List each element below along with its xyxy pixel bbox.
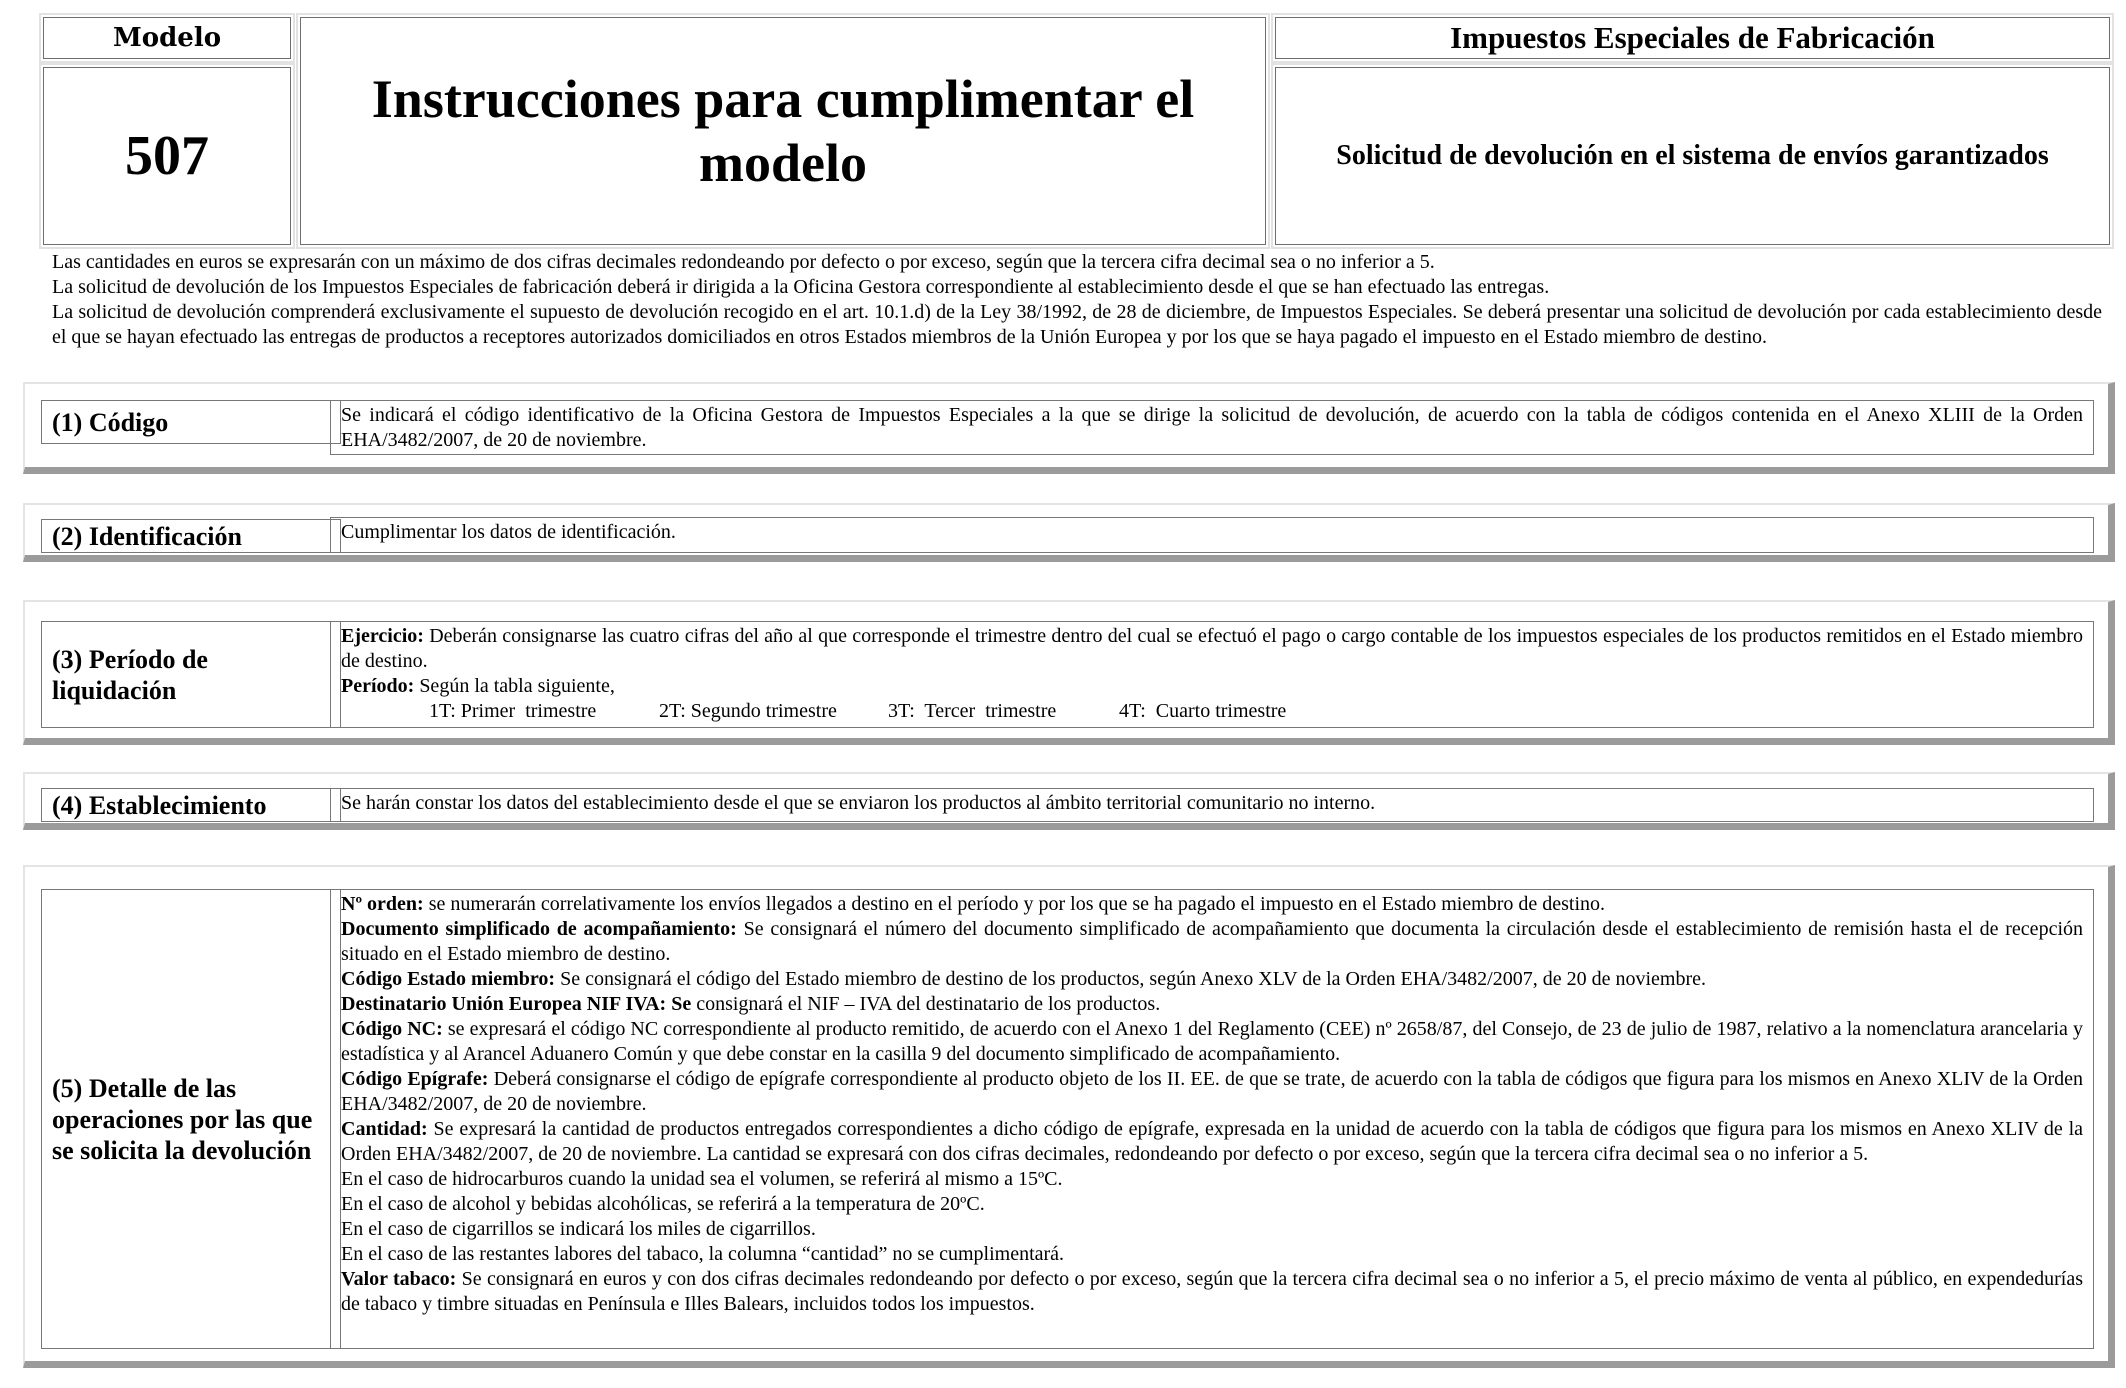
section-codigo xyxy=(23,382,2115,474)
detail-item xyxy=(341,1067,2083,1117)
detail-item-label: Código NC: xyxy=(341,1018,443,1040)
detail-item-text: Se consignará el código del Estado miembro de destino de los productos, según Anexo XLV de la Orden EHA/3482/2007, de 20 de noviembre. xyxy=(555,968,1706,990)
modelo-label: Modelo xyxy=(43,17,291,59)
detail-item-label: Nº orden: xyxy=(341,893,424,915)
modelo-number: 507 xyxy=(43,67,291,245)
section-identificacion xyxy=(23,503,2115,562)
trimestres-row xyxy=(341,699,2083,724)
detail-item xyxy=(341,1167,2083,1192)
periodo-paragraph xyxy=(341,674,2083,699)
detail-item-label: Cantidad: xyxy=(341,1118,428,1140)
section-label: (2) Identificación xyxy=(41,519,341,553)
form-subtitle: Solicitud de devolución en el sistema de envíos garantizados xyxy=(1275,67,2110,245)
detail-item-text: Se consignará el número del documento simplificado de acompañamiento que documenta la circulación desde el establecimiento de remisión hasta el de recepción situado en el Estado miembro de destino. xyxy=(341,918,2083,965)
detail-item xyxy=(341,1242,2083,1267)
section-label: (4) Establecimiento xyxy=(41,788,341,822)
detail-item-label: Destinatario Unión Europea NIF IVA: Se xyxy=(341,993,692,1015)
section-text: Se harán constar los datos del establecimiento desde el que se enviaron los productos al ámbito territorial comunitario no interno. xyxy=(341,792,1376,814)
detail-item-text: Deberá consignarse el código de epígrafe correspondiente al producto objeto de los II. EE. de que se trate, de acuerdo con la tabla de códigos que figura para los mismos en Anexo XLIV de la Orden EHA/3482/2007, de 20 de noviembre. xyxy=(341,1068,2083,1115)
detail-item-text: Se expresará la cantidad de productos entregados correspondientes a dicho código de epígrafe, expresada en la unidad de acuerdo con la tabla de códigos que figura para los mismos en Anexo XLIV de la Orden EHA/3482/2007, de 20 de noviembre. La cantidad se expresará con dos cifras decimales, redondeando por defecto o por exceso, según que la tercera cifra decimal sea o no inferior a 5. xyxy=(341,1118,2083,1165)
ejercicio-label: Ejercicio: xyxy=(341,625,424,647)
trimestre-4: 4T: Cuarto trimestre xyxy=(1119,700,1287,722)
detail-item xyxy=(341,892,2083,917)
intro-text xyxy=(52,250,2102,350)
section-establecimiento xyxy=(23,772,2115,830)
form-header xyxy=(30,13,2110,250)
detail-item xyxy=(341,992,2083,1017)
intro-paragraph: La solicitud de devolución comprenderá exclusivamente el supuesto de devolución recogido en el art. 10.1.d) de la Ley 38/1992, de 28 de diciembre, de Impuestos Especiales. Se deberá presentar una solicitud de devolución por cada establecimiento desde el que se hayan efectuado las entregas de productos a receptores autorizados domiciliados en otros Estados miembros de la Unión Europea y por los que se haya pagado el impuesto en el Estado miembro de destino. xyxy=(52,301,2102,348)
detail-item-text: se numerarán correlativamente los envíos llegados a destino en el período y por los que se ha pagado el impuesto en el Estado miembro de destino. xyxy=(423,893,1606,915)
detail-item xyxy=(341,1017,2083,1067)
section-content xyxy=(330,621,2094,728)
periodo-text: Según la tabla siguiente, xyxy=(414,675,615,697)
detail-item-text: En el caso de hidrocarburos cuando la unidad sea el volumen, se referirá al mismo a 15ºC. xyxy=(341,1168,1063,1190)
detail-item-text: Se consignará en euros y con dos cifras decimales redondeando por defecto o por exceso, según que la tercera cifra decimal sea o no inferior a 5, el precio máximo de venta al público, en expendedurías de tabaco y timbre situadas en Península e Illes Balears, incluidos todos los impuestos. xyxy=(341,1268,2083,1315)
detail-item xyxy=(341,1267,2083,1317)
intro-paragraph: La solicitud de devolución de los Impuestos Especiales de fabricación deberá ir dirigida a la Oficina Gestora correspondiente al establecimiento desde el que se han efectuado las entregas. xyxy=(52,276,1550,298)
section-detalle xyxy=(23,865,2115,1368)
intro-paragraph: Las cantidades en euros se expresarán con un máximo de dos cifras decimales redondeando por defecto o por exceso, según que la tercera cifra decimal sea o no inferior a 5. xyxy=(52,251,1435,273)
section-text: Cumplimentar los datos de identificación. xyxy=(341,521,676,543)
detail-item xyxy=(341,917,2083,967)
section-label: (1) Código xyxy=(41,400,341,444)
detail-item xyxy=(341,967,2083,992)
detail-item-label: Código Epígrafe: xyxy=(341,1068,489,1090)
section-text: Se indicará el código identificativo de la Oficina Gestora de Impuestos Especiales a la que se dirige la solicitud de devolución, de acuerdo con la tabla de códigos contenida en el Anexo XLIII de la Orden EHA/3482/2007, de 20 de noviembre. xyxy=(341,404,2083,451)
section-content xyxy=(330,400,2094,455)
ejercicio-text: Deberán consignarse las cuatro cifras del año al que corresponde el trimestre dentro del cual se efectuó el pago o cargo contable de los impuestos especiales de los productos remitidos en el Estado miembro de destino. xyxy=(341,625,2083,672)
ejercicio-paragraph xyxy=(341,624,2083,674)
section-label: (5) Detalle de las operaciones por las que se solicita la devolución xyxy=(41,889,341,1349)
section-periodo xyxy=(23,600,2115,745)
detail-item-text: En el caso de las restantes labores del tabaco, la columna “cantidad” no se cumplimentará. xyxy=(341,1243,1065,1265)
trimestre-1: 1T: Primer trimestre xyxy=(429,700,597,722)
section-content xyxy=(330,517,2094,553)
section-label: (3) Período de liquidación xyxy=(41,621,341,728)
detail-item xyxy=(341,1117,2083,1167)
detail-item xyxy=(341,1217,2083,1242)
tax-category: Impuestos Especiales de Fabricación xyxy=(1275,17,2110,59)
section-content xyxy=(330,889,2094,1349)
detail-item-text: se expresará el código NC correspondiente al producto remitido, de acuerdo con el Anexo 1 del Reglamento (CEE) nº 2658/87, del Consejo, de 23 de julio de 1987, relativo a la nomenclatura arancelaria y estadística y al Arancel Aduanero Común y que debe constar en la casilla 9 del documento simplificado de acompañamiento. xyxy=(341,1018,2084,1065)
trimestre-3: 3T: Tercer trimestre xyxy=(888,700,1057,722)
detail-item-text: En el caso de cigarrillos se indicará los miles de cigarrillos. xyxy=(341,1218,816,1240)
page-title: Instrucciones para cumplimentar el modelo xyxy=(300,17,1266,245)
detail-item-label: Documento simplificado de acompañamiento: xyxy=(341,918,737,940)
trimestre-2: 2T: Segundo trimestre xyxy=(659,700,837,722)
detail-item-text: consignará el NIF – IVA del destinatario de los productos. xyxy=(691,993,1161,1015)
detail-item-label: Código Estado miembro: xyxy=(341,968,556,990)
section-content xyxy=(330,788,2094,822)
detail-item-label: Valor tabaco: xyxy=(341,1268,457,1290)
periodo-label: Período: xyxy=(341,675,415,697)
detail-item xyxy=(341,1192,2083,1217)
detail-item-text: En el caso de alcohol y bebidas alcohólicas, se referirá a la temperatura de 20ºC. xyxy=(341,1193,985,1215)
